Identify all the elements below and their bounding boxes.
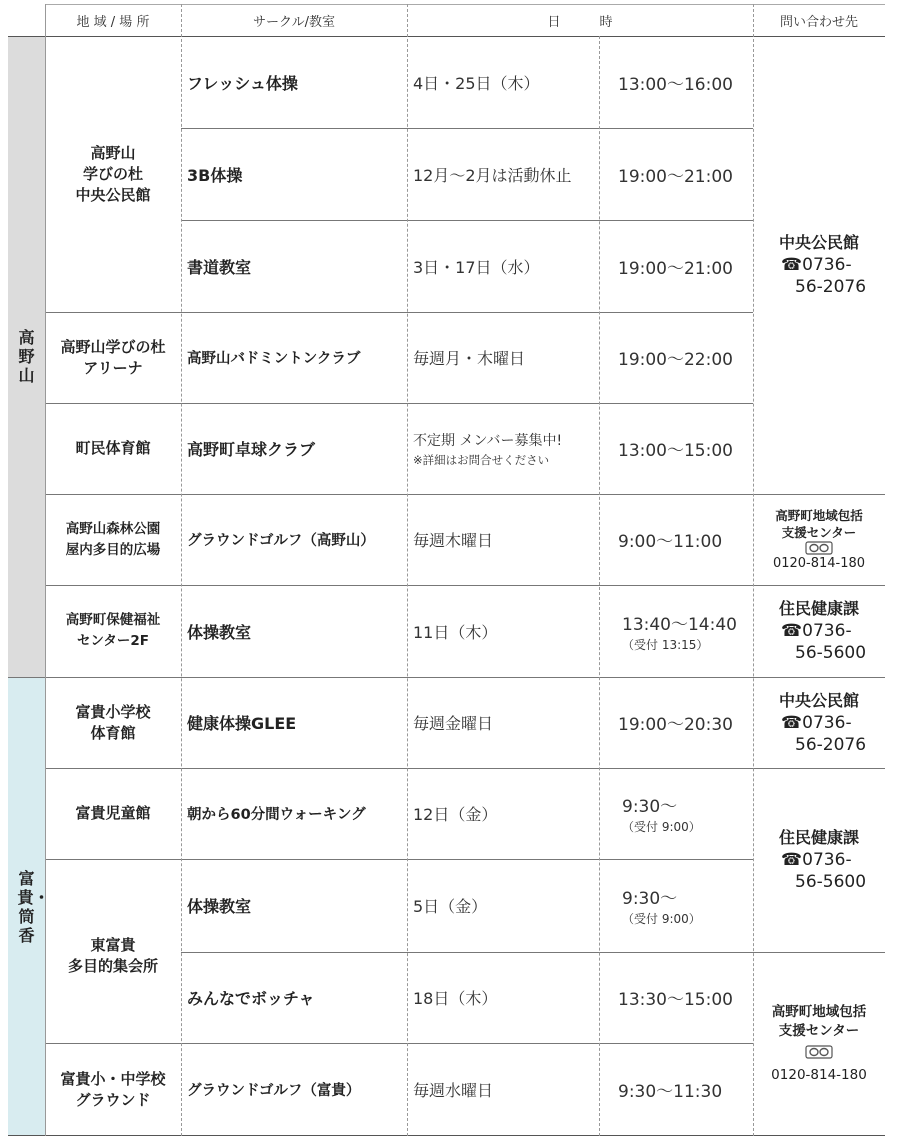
contact-c2 [753, 494, 885, 585]
date-text: 毎週水曜日 [413, 1081, 494, 1100]
date-text: 毎週月・木曜日 [413, 349, 526, 368]
venue-higashitomiki: 東富貴 多目的集会所 [67, 936, 158, 975]
date-text: 12日（金） [413, 805, 498, 824]
header-datetime: 日 時 [547, 14, 613, 30]
contact-c1-phone1: ☎0736- [781, 255, 852, 275]
time-text: 9:00〜11:00 [618, 532, 723, 552]
contact-c4-phone1: ☎0736- [781, 712, 852, 733]
date-text: 4日・25日（木） [413, 73, 540, 93]
venue-hoken: 高野町保健福祉 センター2F [65, 612, 161, 649]
time-cell [599, 585, 753, 677]
region-bar-tomiki [8, 677, 50, 1136]
row-rule [45, 1043, 753, 1044]
date-cell [407, 403, 599, 494]
contact-c4 [753, 677, 885, 768]
date-cell [407, 220, 599, 312]
time-cell [599, 952, 753, 1043]
time-cell [599, 128, 753, 220]
time-cell [599, 220, 753, 312]
time-text: 19:00〜22:00 [618, 350, 733, 370]
date-text: 5日（金） [413, 897, 488, 916]
time-text: 9:30〜 [622, 797, 678, 817]
time-text: 9:30〜 [622, 889, 678, 909]
contact-c6-name: 高野町地域包括 支援センター [771, 1004, 867, 1039]
row-rule [45, 585, 885, 586]
row-rule [45, 768, 885, 769]
contact-c2-freedial: 0120-814-180 [772, 555, 866, 571]
row-rule [45, 494, 885, 495]
time-cell [599, 859, 753, 952]
circle-name: 書道教室 [187, 257, 252, 277]
circle-name: 高野町卓球クラブ [187, 440, 316, 459]
rule-top [45, 4, 885, 5]
contact-c4-phone2: 56-2076 [795, 734, 867, 755]
time-cell [599, 768, 753, 859]
time-text: 19:00〜21:00 [618, 166, 733, 187]
time-text: 13:00〜15:00 [618, 441, 733, 461]
time-text: 13:30〜15:00 [618, 990, 733, 1010]
circle-name: 3B体操 [187, 165, 243, 185]
venue-shinrin: 高野山森林公園 屋内多目的広場 [65, 520, 161, 558]
date-text: 18日（木） [413, 989, 498, 1008]
time-reception: （受付 9:00） [622, 820, 701, 834]
venue-taiikukan: 町民体育館 [75, 439, 151, 457]
date-cell [407, 312, 599, 403]
date-cell [407, 585, 599, 677]
region-bar-koyasan [8, 36, 45, 677]
circle-name: 高野山バドミントンクラブ [187, 351, 361, 367]
contact-c3 [753, 585, 885, 677]
time-reception: （受付 13:15） [622, 637, 709, 652]
vrule-date [599, 36, 600, 1136]
venue-jidokan: 富貴児童館 [75, 804, 151, 822]
contact-c3-name: 住民健康課 [778, 599, 859, 618]
freecall-icon [805, 1045, 833, 1059]
contact-c3-phone2: 56-5600 [795, 643, 867, 663]
date-text: 不定期 メンバー募集中! [413, 432, 563, 449]
date-cell [407, 128, 599, 220]
vrule-time [753, 4, 754, 1136]
row-rule [45, 859, 753, 860]
circle-name: 朝から60分間ウォーキング [187, 807, 366, 823]
date-cell [407, 494, 599, 585]
venue-tomikisho: 富貴小学校 体育館 [75, 702, 151, 742]
region-label-tomiki: 富貴・筒香 [17, 868, 50, 945]
time-text: 13:00〜16:00 [618, 74, 733, 95]
circle-name: みんなでボッチャ [187, 989, 315, 1008]
time-cell [599, 36, 753, 128]
date-text: 毎週木曜日 [413, 531, 494, 550]
date-cell [407, 36, 599, 128]
venue-chuokominkan: 高野山 学びの杜 中央公民館 [75, 143, 151, 204]
venue-tomikiground: 富貴小・中学校 グラウンド [60, 1069, 166, 1109]
schedule-table [8, 4, 885, 1136]
contact-c6 [753, 952, 885, 1136]
contact-c1 [753, 36, 885, 494]
date-cell [407, 952, 599, 1043]
time-cell [599, 403, 753, 494]
time-cell [599, 312, 753, 403]
date-cell [407, 768, 599, 859]
row-rule [181, 952, 885, 953]
date-cell [407, 859, 599, 952]
header-area: 地 域 / 場 所 [76, 14, 150, 30]
time-text: 13:40〜14:40 [622, 614, 737, 635]
freecall-icon [805, 541, 833, 555]
date-note: ※詳細はお問合せください [413, 452, 550, 467]
row-rule [45, 312, 753, 313]
contact-c4-name: 中央公民館 [778, 690, 859, 710]
header-circle: サークル/教室 [253, 14, 335, 30]
contact-c5-phone2: 56-5600 [795, 872, 867, 892]
time-cell [599, 1043, 753, 1136]
contact-c2-name: 高野町地域包括 支援センター [775, 507, 863, 540]
circle-name: フレッシュ体操 [187, 73, 298, 93]
region-label-koyasan: 高野山 [18, 328, 35, 385]
vrule-venue [181, 4, 182, 1136]
circle-name: 体操教室 [187, 622, 252, 642]
contact-c5 [753, 768, 885, 952]
time-cell [599, 494, 753, 585]
contact-c5-phone1: ☎0736- [781, 850, 852, 870]
circle-name: 体操教室 [187, 897, 252, 916]
vrule-circle [407, 4, 408, 1136]
header-contact: 問い合わせ先 [779, 14, 858, 30]
date-text: 3日・17日（水） [413, 257, 540, 277]
date-text: 12月〜2月は活動休止 [413, 165, 572, 185]
time-text: 9:30〜11:30 [618, 1082, 723, 1102]
time-text: 19:00〜20:30 [618, 715, 733, 735]
row-rule [181, 220, 753, 221]
row-rule [45, 403, 753, 404]
circle-name: グラウンドゴルフ（富貴） [187, 1083, 361, 1099]
date-text: 毎週金曜日 [413, 714, 494, 733]
time-cell [599, 677, 753, 768]
vrule-region [45, 4, 46, 1136]
time-text: 19:00〜21:00 [618, 258, 733, 279]
date-cell [407, 677, 599, 768]
circle-name: 健康体操GLEE [187, 714, 297, 733]
contact-c1-name: 中央公民館 [778, 233, 859, 252]
date-text: 11日（木） [413, 622, 498, 642]
contact-c6-freedial: 0120-814-180 [771, 1067, 867, 1083]
venue-arena: 高野山学びの杜 アリーナ [60, 337, 166, 377]
time-reception: （受付 9:00） [622, 912, 701, 926]
contact-c3-phone1: ☎0736- [781, 621, 852, 641]
contact-c5-name: 住民健康課 [778, 828, 859, 847]
circle-name: グラウンドゴルフ（高野山） [187, 533, 375, 549]
row-rule [181, 128, 753, 129]
contact-c1-phone2: 56-2076 [795, 277, 867, 297]
date-cell [407, 1043, 599, 1136]
